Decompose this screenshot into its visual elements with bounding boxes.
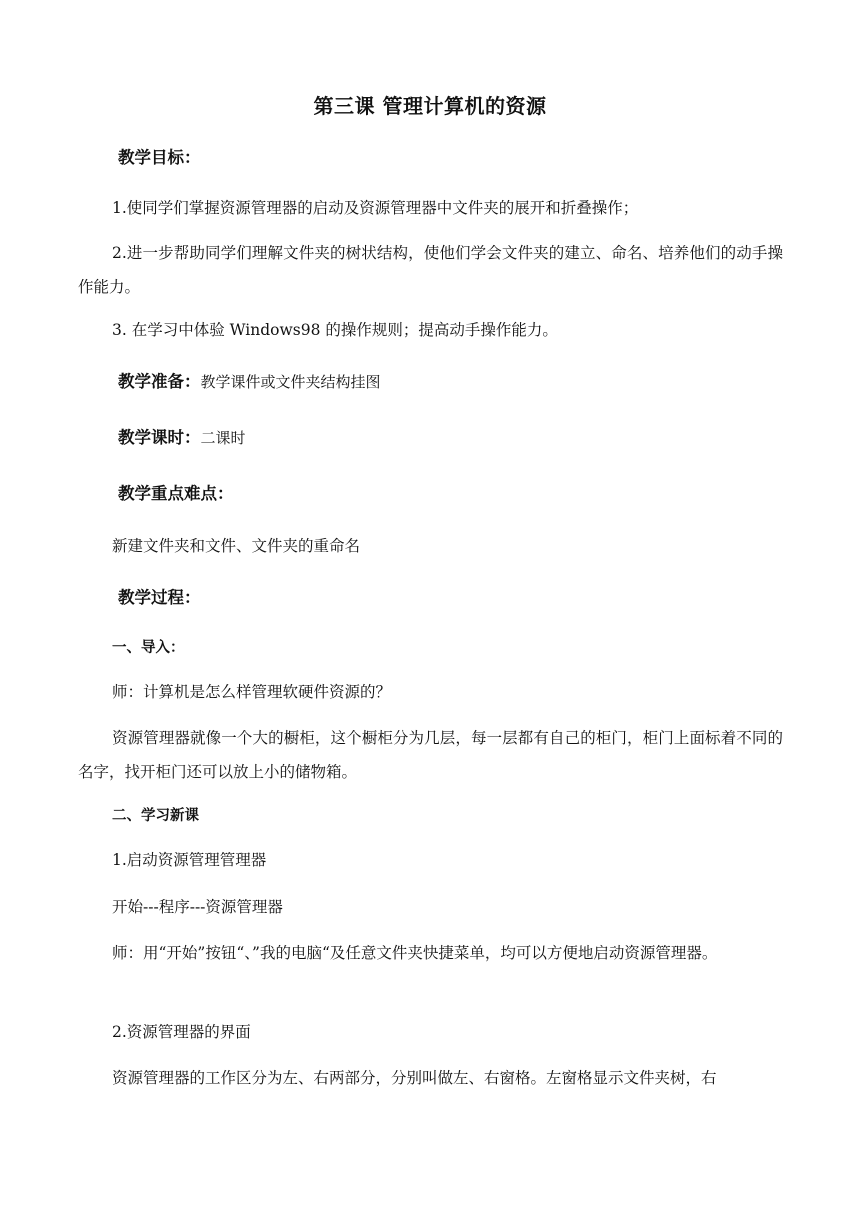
- step-1-paragraph: 师：用“开始”按钮“、”我的电脑“及任意文件夹快捷菜单，均可以方便地启动资源管理器。: [112, 944, 718, 962]
- prep-heading: 教学准备：: [118, 372, 201, 391]
- page-title: 第三课 管理计算机的资源: [313, 94, 547, 118]
- process-heading: 教学过程：: [118, 588, 201, 607]
- step-2-paragraph: 资源管理器的工作区分为左、右两部分，分别叫做左、右窗格。左窗格显示文件夹树，右: [112, 1069, 717, 1087]
- prep-row: [118, 372, 381, 392]
- step-1-path: 开始---程序---资源管理器: [112, 898, 283, 916]
- hours-heading: 教学课时：: [118, 428, 201, 447]
- intro-question: 师：计算机是怎么样管理软硬件资源的？: [112, 683, 392, 701]
- objectives-heading: 教学目标：: [118, 148, 201, 167]
- intro-paragraph: 资源管理器就像一个大的橱柜，这个橱柜分为几层，每一层都有自己的柜门，柜门上面标着不同的名字，找开柜门还可以放上小的储物箱。: [78, 729, 783, 781]
- prep-value: 教学课件或文件夹结构挂图: [200, 373, 381, 391]
- step-1-heading: 1.启动资源管理管理器: [112, 851, 267, 869]
- section-1-heading: 一、导入：: [112, 640, 185, 656]
- hours-value: 二课时: [200, 429, 246, 447]
- section-2-heading: 二、学习新课: [112, 808, 199, 824]
- hours-row: [118, 428, 246, 448]
- objective-1: 1.使同学们掌握资源管理器的启动及资源管理器中文件夹的展开和折叠操作；: [112, 199, 639, 217]
- keypoints-heading: 教学重点难点：: [118, 484, 234, 503]
- step-2-heading: 2.资源管理器的界面: [112, 1023, 251, 1041]
- objective-2: 2.进一步帮助同学们理解文件夹的树状结构，使他们学会文件夹的建立、命名、培养他们的动手操作能力。: [78, 244, 783, 296]
- objective-3: 3. 在学习中体验 Windows98 的操作规则；提高动手操作能力。: [112, 321, 558, 339]
- keypoints-value: 新建文件夹和文件、文件夹的重命名: [112, 537, 361, 555]
